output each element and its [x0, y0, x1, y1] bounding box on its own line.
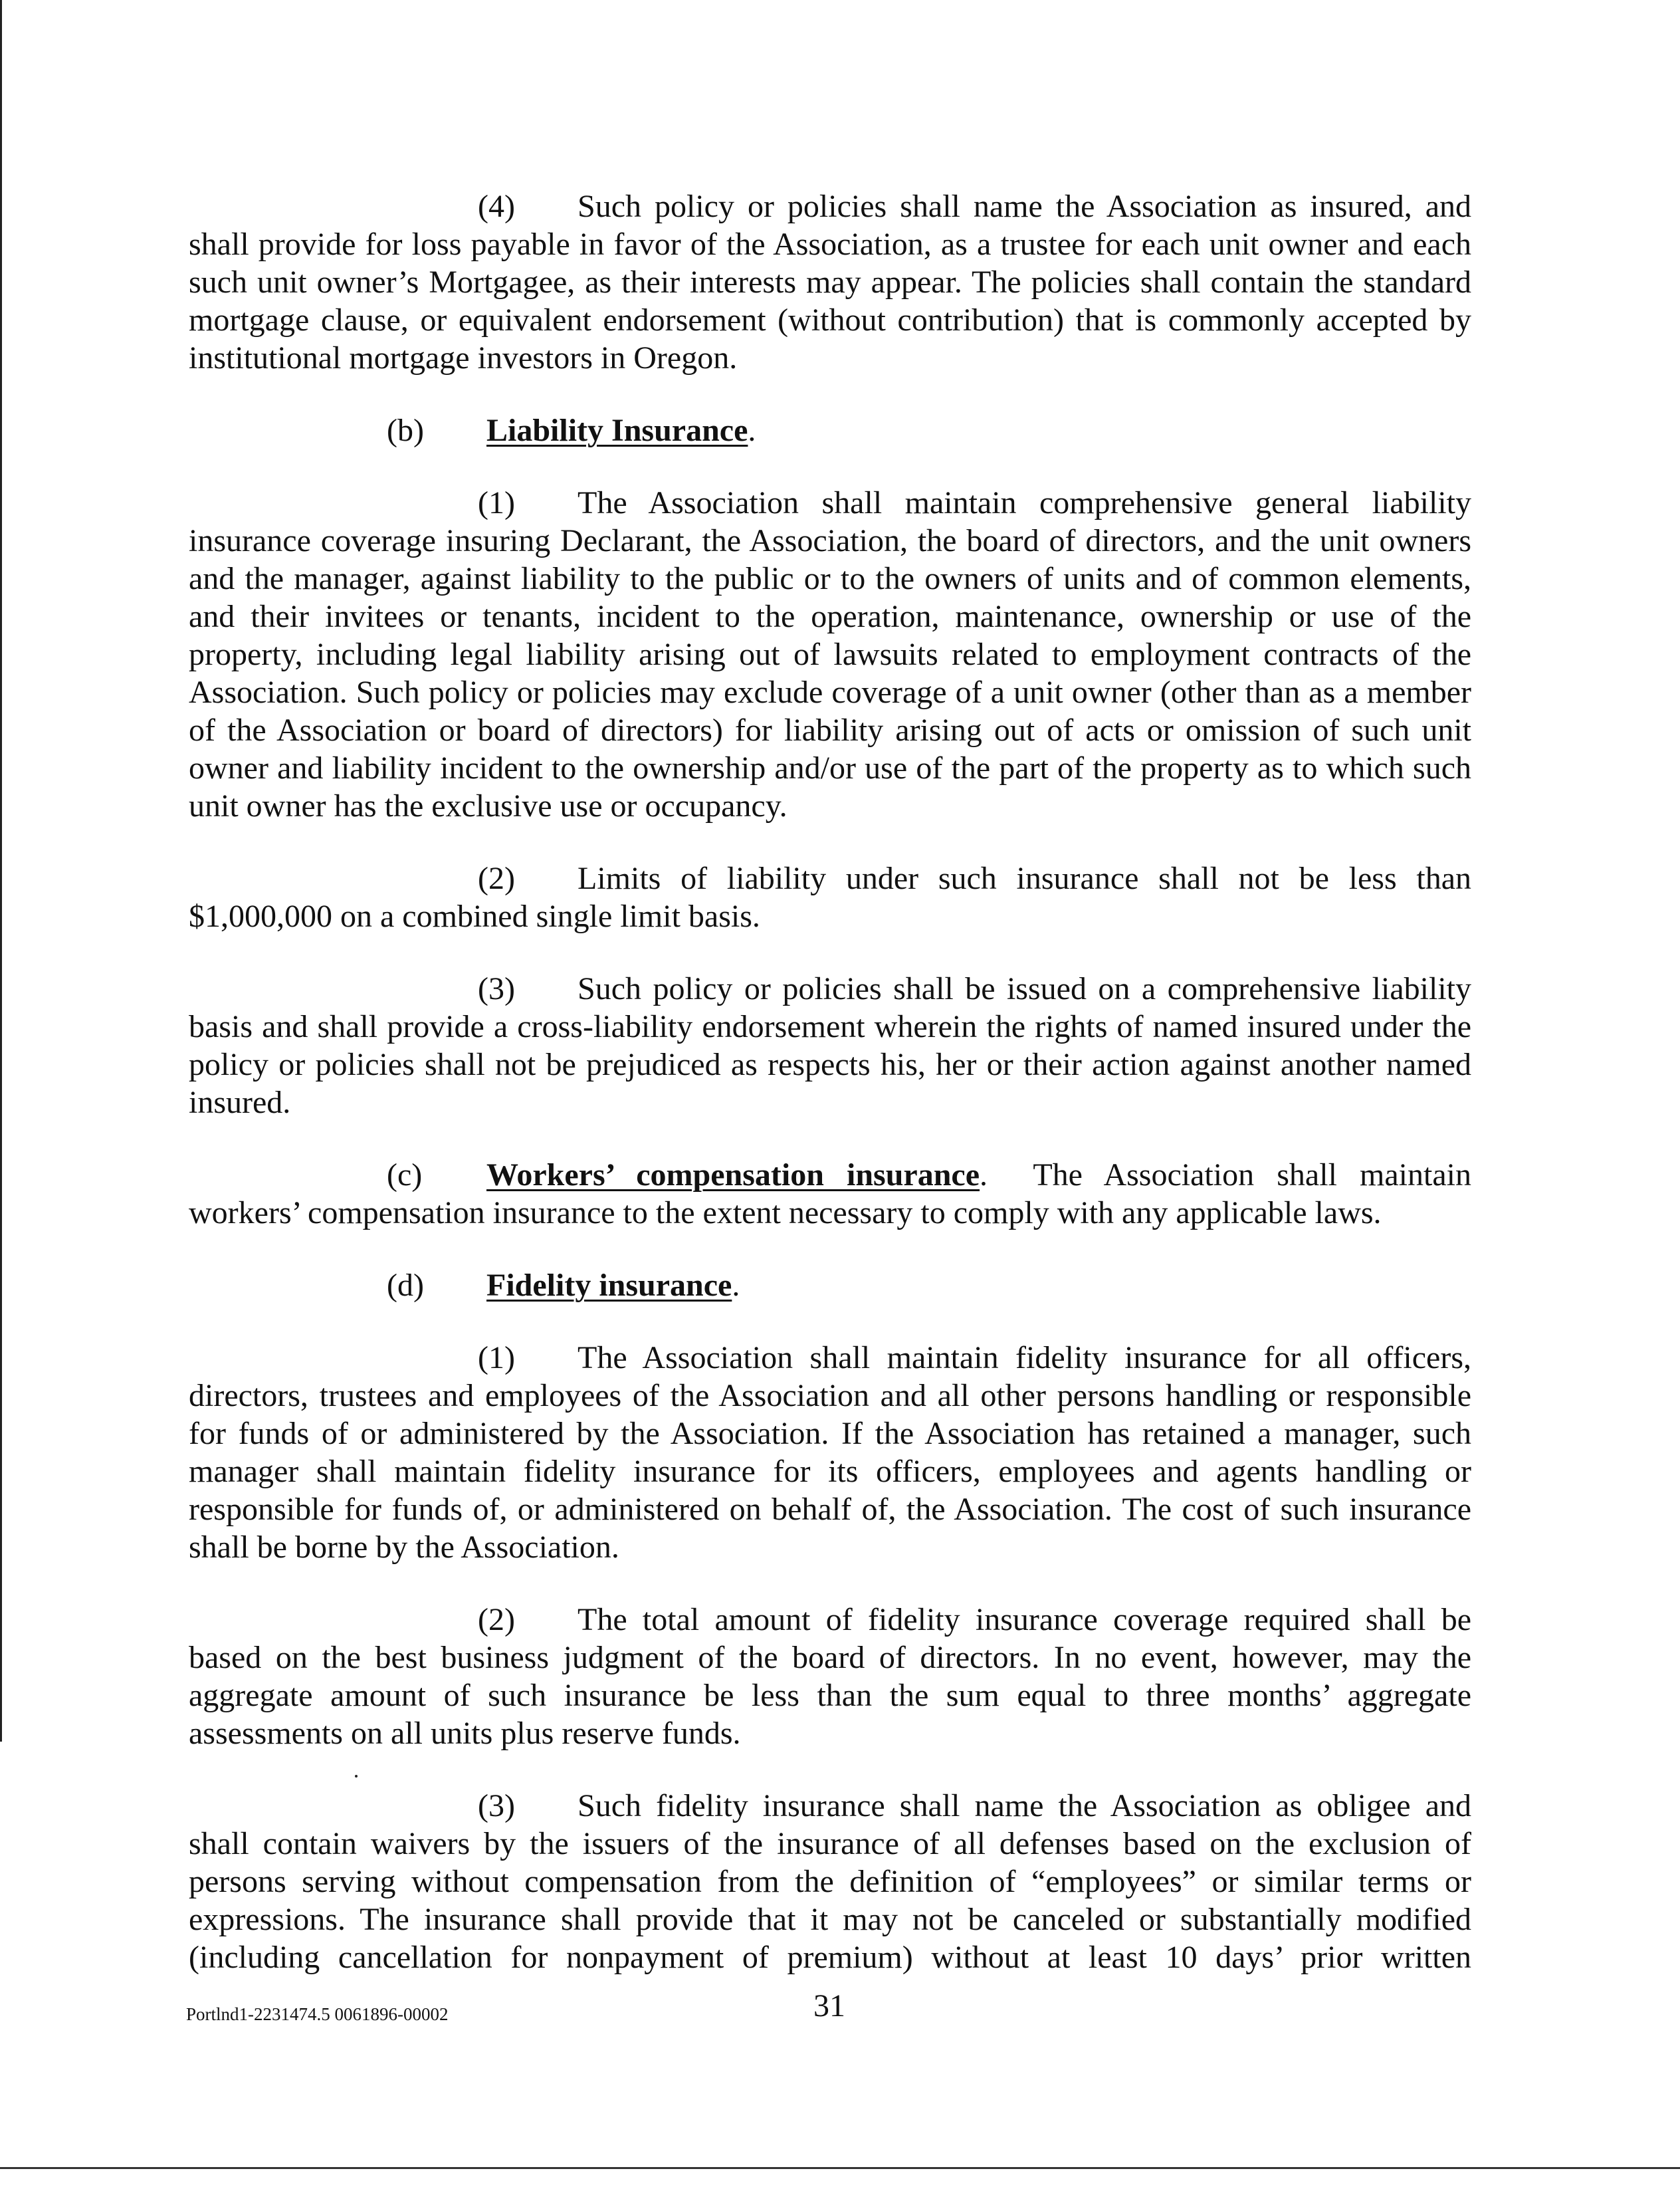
section-title-period: .: [980, 1157, 988, 1193]
section-b-heading: [189, 411, 1471, 449]
paragraph-number: (2): [478, 1602, 515, 1637]
paragraph-text: Such fidelity insurance shall name the Association as obligee and shall contain waivers by the issuers of the insurance of all defenses based on the exclusion of persons serving without compensation from the definition of “employees” or similar terms or expressions. The insurance shall provide that it may not be canceled or substantially modified (including cancellation for nonpayment of premium) without at least 10 days’ prior written: [189, 1788, 1471, 1975]
section-title-period: .: [732, 1268, 740, 1303]
document-body: [189, 187, 1471, 1976]
paragraph-text: The Association shall maintain fidelity insurance for all officers, directors, trustees and employees of the Association and all other persons handling or responsible for funds of or administered by the Association. If the Association has retained a manager, such manager shall maintain fidelity insurance for its officers, employees and agents handling or responsible for funds of, or administered on behalf of, the Association. The cost of such insurance shall be borne by the Association.: [189, 1340, 1471, 1565]
paragraph-a4: [189, 187, 1471, 377]
section-title-period: .: [748, 413, 756, 448]
paragraph-text: Such policy or policies shall name the Association as insured, and shall provide for loss payable in favor of the Association, as a trustee for each unit owner and each such unit owner’s Mortgagee, as their interests may appear. The policies shall contain the standard mortgage clause, or equivalent endorsement (without contribution) that is commonly accepted by institutional mortgage investors in Oregon.: [189, 189, 1471, 376]
section-number: (b): [387, 413, 424, 448]
section-title: Fidelity insurance: [486, 1268, 732, 1303]
paragraph-text: Such policy or policies shall be issued on a comprehensive liability basis and shall provide a cross-liability endorsement wherein the rights of named insured under the policy or policies shall not be prejudiced as respects his, her or their action against another named insured.: [189, 971, 1471, 1120]
scan-speck: [355, 1775, 358, 1778]
paragraph-number: (3): [478, 1788, 515, 1823]
section-title: Liability Insurance: [486, 413, 748, 448]
section-number: (c): [387, 1157, 423, 1193]
footer-document-id: Portlnd1-2231474.5 0061896-00002: [186, 2004, 449, 2024]
page-bottom-edge: [0, 2167, 1680, 2169]
paragraph-d3: [189, 1787, 1471, 1976]
paragraph-text: Limits of liability under such insurance shall not be less than $1,000,000 on a combined single limit basis.: [189, 861, 1471, 934]
paragraph-text: The total amount of fidelity insurance coverage required shall be based on the best business judgment of the board of directors. In no event, however, may the aggregate amount of such insurance be less than the sum equal to three months’ aggregate assessments on all units plus reserve funds.: [189, 1602, 1471, 1751]
paragraph-text: The Association shall maintain workers’ compensation insurance to the extent necessary to comply with any applicable laws.: [189, 1157, 1471, 1230]
page-left-edge: [0, 0, 2, 1742]
paragraph-number: (1): [478, 485, 515, 520]
section-c: [189, 1156, 1471, 1232]
paragraph-text: The Association shall maintain comprehensive general liability insurance coverage insuring Declarant, the Association, the board of directors, and the unit owners and the manager, against liability to the public or to the owners of units and of common elements, and their invitees or tenants, incident to the operation, maintenance, ownership or use of the property, including legal liability arising out of lawsuits related to employment contracts of the Association. Such policy or policies may exclude coverage of a unit owner (other than as a member of the Association or board of directors) for liability arising out of acts or omission of such unit owner and liability incident to the ownership and/or use of the part of the property as to which such unit owner has the exclusive use or occupancy.: [189, 485, 1471, 824]
section-number: (d): [387, 1268, 424, 1303]
section-title: Workers’ compensation insurance: [486, 1157, 980, 1193]
paragraph-number: (1): [478, 1340, 515, 1375]
paragraph-b2: [189, 860, 1471, 935]
paragraph-number: (3): [478, 971, 515, 1006]
paragraph-d2: [189, 1601, 1471, 1752]
paragraph-number: (2): [478, 861, 515, 896]
footer-page-number: 31: [813, 1988, 845, 2023]
section-d-heading: [189, 1266, 1471, 1304]
paragraph-b1: [189, 484, 1471, 825]
paragraph-b3: [189, 970, 1471, 1121]
paragraph-number: (4): [478, 189, 515, 224]
paragraph-d1: [189, 1339, 1471, 1566]
